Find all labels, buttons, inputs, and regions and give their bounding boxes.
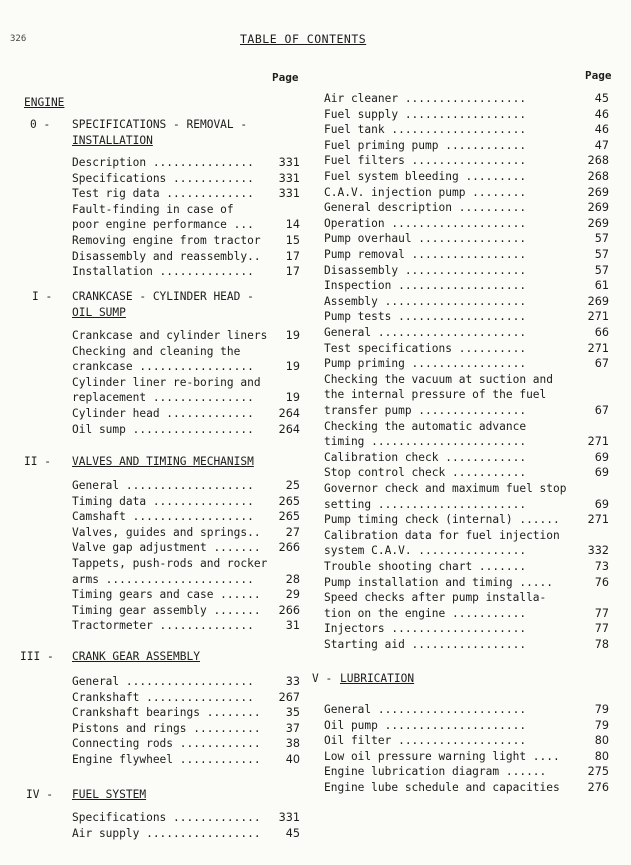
toc-entry-page: 46 bbox=[594, 123, 609, 137]
toc-entry-label: Timing gear assembly ....... bbox=[72, 603, 261, 617]
toc-entry bbox=[72, 618, 300, 634]
toc-entry-page: 66 bbox=[594, 326, 609, 339]
toc-entry bbox=[72, 406, 300, 422]
toc-entry bbox=[72, 264, 300, 280]
toc-entry bbox=[324, 590, 609, 606]
toc-entry-label: Cylinder liner re-boring and bbox=[72, 375, 261, 389]
toc-entry-page: 14 bbox=[285, 218, 300, 232]
toc-entry bbox=[72, 690, 300, 706]
toc-entry bbox=[324, 356, 609, 372]
toc-entry-label: Operation .................... bbox=[324, 216, 527, 230]
toc-entry-label: system C.A.V. ................ bbox=[324, 544, 527, 558]
section-number: V - bbox=[312, 672, 333, 685]
toc-entry-page: 57 bbox=[594, 248, 609, 261]
toc-entry bbox=[324, 543, 609, 559]
toc-entry-page: 77 bbox=[594, 622, 609, 636]
toc-entry-label: Specifications ............ bbox=[72, 171, 254, 185]
toc-entry-label: Injectors .................... bbox=[324, 622, 527, 636]
toc-entry bbox=[324, 497, 609, 513]
toc-entry-page: 78 bbox=[594, 638, 609, 651]
toc-entry-label: Fuel system bleeding ......... bbox=[324, 170, 527, 183]
toc-entry bbox=[72, 249, 300, 265]
toc-entry bbox=[324, 450, 609, 466]
toc-entry-page: 80 bbox=[594, 734, 609, 748]
toc-entry-page: 331 bbox=[278, 187, 300, 201]
toc-entry bbox=[324, 294, 609, 310]
toc-entry-page: 19 bbox=[285, 391, 300, 405]
toc-entry-page: 266 bbox=[278, 603, 300, 617]
toc-entry-page: 79 bbox=[594, 718, 609, 732]
toc-entry-label: Engine lubrication diagram ...... bbox=[324, 765, 547, 779]
toc-entry bbox=[324, 341, 609, 357]
section-title: CRANK GEAR ASSEMBLY bbox=[72, 650, 200, 663]
toc-entry-page: 268 bbox=[587, 154, 609, 168]
toc-entry-page: 19 bbox=[285, 360, 300, 374]
toc-entry-page: 276 bbox=[587, 781, 609, 794]
toc-entry-page: 61 bbox=[594, 279, 609, 293]
toc-entry-page: 331 bbox=[278, 171, 300, 185]
toc-entry bbox=[72, 171, 300, 187]
toc-entry bbox=[72, 202, 300, 218]
toc-entry-label: arms ...................... bbox=[72, 572, 254, 586]
toc-entry-page: 267 bbox=[278, 690, 300, 704]
toc-entry-page: 35 bbox=[285, 706, 300, 720]
toc-entry-label: Pump removal ................. bbox=[324, 248, 527, 261]
toc-entry-page: 77 bbox=[594, 606, 609, 620]
toc-entry-label: Fuel supply .................. bbox=[324, 107, 527, 121]
toc-entry-page: 265 bbox=[278, 494, 300, 508]
toc-entry-page: 27 bbox=[285, 525, 300, 539]
toc-entry-page: 25 bbox=[285, 479, 300, 492]
toc-entry-label: C.A.V. injection pump ........ bbox=[324, 185, 527, 199]
toc-entry-label: the internal pressure of the fuel bbox=[324, 388, 547, 402]
toc-entry bbox=[72, 155, 300, 171]
toc-entry bbox=[72, 525, 300, 541]
toc-entry bbox=[324, 733, 609, 749]
toc-entry bbox=[324, 419, 609, 435]
toc-entry-page: 45 bbox=[594, 92, 609, 105]
toc-entry-label: Engine flywheel ............ bbox=[72, 753, 261, 766]
toc-entry bbox=[324, 387, 609, 403]
toc-entry bbox=[324, 702, 609, 718]
section-title: INSTALLATION bbox=[72, 133, 153, 147]
toc-entry-page: 29 bbox=[285, 588, 300, 602]
section-title: VALVES AND TIMING MECHANISM bbox=[72, 455, 254, 468]
toc-entry bbox=[72, 390, 300, 406]
toc-entry-label: General description .......... bbox=[324, 201, 527, 215]
toc-entry-page: 67 bbox=[594, 404, 609, 417]
section-number: IV - bbox=[26, 788, 53, 801]
toc-entry-label: Specifications ............. bbox=[72, 811, 261, 824]
toc-entry-page: 265 bbox=[278, 510, 300, 524]
toc-entry-page: 46 bbox=[594, 107, 609, 121]
toc-entry bbox=[72, 674, 300, 690]
toc-entry bbox=[324, 278, 609, 294]
toc-entry-label: Description ............... bbox=[72, 156, 254, 169]
toc-entry-page: 264 bbox=[278, 407, 300, 420]
toc-entry bbox=[324, 575, 609, 591]
toc-entry bbox=[324, 372, 609, 388]
toc-entry bbox=[324, 512, 609, 528]
toc-entry-page: 17 bbox=[285, 249, 300, 263]
toc-entry bbox=[324, 780, 609, 796]
toc-entry-label: Low oil pressure warning light .... bbox=[324, 749, 560, 763]
toc-entry bbox=[72, 478, 300, 494]
toc-entry-label: Inspection ................... bbox=[324, 279, 527, 293]
toc-entry-label: Test rig data ............. bbox=[72, 187, 254, 201]
toc-entry bbox=[72, 359, 300, 375]
toc-entry-page: 331 bbox=[278, 811, 300, 824]
toc-entry bbox=[324, 107, 609, 123]
toc-entry-label: Valve gap adjustment ....... bbox=[72, 541, 261, 555]
page-column-header-right: Page bbox=[585, 69, 612, 82]
toc-entry-page: 266 bbox=[278, 541, 300, 555]
toc-entry-page: 33 bbox=[285, 675, 300, 688]
toc-entry bbox=[324, 559, 609, 575]
toc-entry-label: Tractormeter .............. bbox=[72, 619, 254, 633]
section-title: FUEL SYSTEM bbox=[72, 788, 147, 801]
toc-entry-label: Disassembly .................. bbox=[324, 263, 527, 277]
toc-entry-label: Connecting rods ............ bbox=[72, 737, 261, 751]
toc-entry bbox=[324, 185, 609, 201]
toc-entry-page: 19 bbox=[285, 329, 300, 342]
toc-entry-page: 271 bbox=[587, 341, 609, 355]
toc-entry-label: Crankshaft bearings ........ bbox=[72, 706, 261, 720]
toc-entry-label: Crankshaft ................ bbox=[72, 690, 254, 704]
toc-entry bbox=[324, 718, 609, 734]
toc-entry-label: Crankcase and cylinder liners bbox=[72, 329, 268, 342]
toc-entry-label: crankcase ................. bbox=[72, 360, 254, 374]
toc-entry-label: Fuel tank .................... bbox=[324, 123, 527, 137]
toc-entry-page: 67 bbox=[594, 357, 609, 371]
section-number: II - bbox=[24, 455, 51, 468]
toc-entry-label: Checking and cleaning the bbox=[72, 344, 241, 358]
toc-entry-label: Timing data ............... bbox=[72, 494, 254, 508]
toc-entry-label: Fault-finding in case of bbox=[72, 202, 234, 216]
toc-entry bbox=[324, 122, 609, 138]
toc-entry-label: Stop control check ........... bbox=[324, 466, 527, 480]
toc-entry-label: Fuel priming pump ............ bbox=[324, 138, 527, 152]
section-title: OIL SUMP bbox=[72, 305, 126, 319]
toc-entry-page: 80 bbox=[594, 749, 609, 763]
toc-entry bbox=[324, 749, 609, 765]
toc-entry bbox=[72, 217, 300, 233]
toc-entry bbox=[72, 826, 300, 842]
toc-entry bbox=[324, 216, 609, 232]
toc-entry-label: Fuel filters ................. bbox=[324, 154, 527, 168]
toc-entry-label: Speed checks after pump installa- bbox=[324, 591, 547, 605]
toc-entry-page: 76 bbox=[594, 575, 609, 589]
toc-entry-page: 47 bbox=[594, 138, 609, 152]
toc-entry bbox=[324, 153, 609, 169]
toc-entry bbox=[72, 233, 300, 249]
toc-entry-label: Oil pump ..................... bbox=[324, 718, 527, 732]
toc-entry bbox=[324, 200, 609, 216]
toc-entry-label: Checking the automatic advance bbox=[324, 419, 527, 433]
toc-entry bbox=[72, 572, 300, 588]
toc-entry-page: 37 bbox=[285, 721, 300, 735]
toc-entry-label: Governor check and maximum fuel stop bbox=[324, 482, 567, 495]
toc-entry-page: 38 bbox=[285, 737, 300, 751]
toc-entry-page: 268 bbox=[587, 170, 609, 183]
toc-entry-page: 271 bbox=[587, 310, 609, 324]
toc-entry bbox=[324, 764, 609, 780]
toc-entry-page: 69 bbox=[594, 466, 609, 480]
toc-entry-page: 40 bbox=[285, 753, 300, 766]
toc-entry bbox=[72, 540, 300, 556]
toc-entry-label: Calibration data for fuel injection bbox=[324, 528, 560, 542]
toc-entry-page: 332 bbox=[587, 544, 609, 558]
toc-entry-label: Pump priming ................. bbox=[324, 357, 527, 371]
toc-entry-label: General ...................... bbox=[324, 326, 527, 339]
toc-entry bbox=[72, 328, 300, 344]
toc-entry-label: Oil filter ................... bbox=[324, 734, 527, 748]
toc-entry-label: Pump timing check (internal) ...... bbox=[324, 513, 560, 527]
toc-entry bbox=[324, 231, 609, 247]
toc-entry bbox=[72, 186, 300, 202]
toc-entry bbox=[72, 721, 300, 737]
toc-entry-page: 331 bbox=[278, 156, 300, 169]
toc-entry-label: Pump tests ................... bbox=[324, 310, 527, 324]
section-number: I - bbox=[32, 290, 53, 303]
toc-entry-label: Air cleaner .................. bbox=[324, 92, 527, 105]
toc-entry-label: Disassembly and reassembly.. bbox=[72, 249, 261, 263]
toc-entry-page: 271 bbox=[587, 435, 609, 449]
toc-entry-label: General ...................... bbox=[324, 703, 527, 716]
toc-entry-page: 269 bbox=[587, 185, 609, 199]
toc-entry bbox=[72, 705, 300, 721]
toc-entry bbox=[324, 325, 609, 341]
toc-entry bbox=[72, 375, 300, 391]
toc-entry-label: Engine lube schedule and capacities bbox=[324, 781, 560, 794]
toc-entry-label: Trouble shooting chart ....... bbox=[324, 560, 527, 573]
toc-entry-page: 17 bbox=[285, 265, 300, 279]
toc-entry-label: poor engine performance ... bbox=[72, 218, 254, 232]
toc-entry bbox=[72, 752, 300, 768]
toc-entry bbox=[72, 810, 300, 826]
toc-entry-label: General ................... bbox=[72, 479, 254, 492]
toc-entry-label: Calibration check ............ bbox=[324, 450, 527, 464]
toc-entry-label: Starting aid ................. bbox=[324, 638, 527, 651]
toc-entry-label: replacement ............... bbox=[72, 391, 254, 405]
toc-entry-label: transfer pump ................ bbox=[324, 404, 527, 417]
toc-entry-label: General ................... bbox=[72, 675, 254, 688]
section-title: CRANKCASE - CYLINDER HEAD - bbox=[72, 290, 254, 303]
toc-entry bbox=[324, 481, 609, 497]
toc-entry-page: 264 bbox=[278, 422, 300, 436]
toc-entry-page: 69 bbox=[594, 497, 609, 511]
section-number: III - bbox=[20, 650, 54, 663]
toc-entry-label: timing ....................... bbox=[324, 435, 527, 449]
section-title: LUBRICATION bbox=[340, 672, 415, 685]
toc-entry-page: 15 bbox=[285, 234, 300, 247]
toc-entry bbox=[72, 587, 300, 603]
toc-entry bbox=[324, 169, 609, 185]
toc-entry bbox=[72, 509, 300, 525]
toc-entry bbox=[324, 263, 609, 279]
toc-entry-label: Test specifications .......... bbox=[324, 341, 527, 355]
toc-entry bbox=[72, 603, 300, 619]
toc-entry-page: 28 bbox=[285, 572, 300, 586]
toc-entry bbox=[72, 494, 300, 510]
toc-entry-label: tion on the engine ........... bbox=[324, 606, 527, 620]
toc-entry-label: Pump overhaul ................ bbox=[324, 232, 527, 246]
toc-entry-page: 69 bbox=[594, 450, 609, 464]
toc-entry bbox=[324, 309, 609, 325]
toc-entry-label: Camshaft .................. bbox=[72, 510, 254, 524]
toc-entry bbox=[324, 403, 609, 419]
toc-entry-page: 45 bbox=[285, 826, 300, 840]
page-number: 326 bbox=[10, 34, 27, 44]
toc-entry-label: Timing gears and case ...... bbox=[72, 588, 261, 602]
toc-entry bbox=[324, 528, 609, 544]
page-column-header-left: Page bbox=[272, 71, 299, 84]
toc-entry bbox=[72, 344, 300, 360]
toc-entry-label: Assembly ..................... bbox=[324, 294, 527, 308]
toc-entry bbox=[324, 621, 609, 637]
toc-entry bbox=[72, 736, 300, 752]
section-number: 0 - bbox=[30, 118, 51, 131]
toc-entry-label: Pump installation and timing ..... bbox=[324, 575, 554, 589]
toc-entry bbox=[72, 422, 300, 438]
toc-entry bbox=[72, 556, 300, 572]
toc-entry-label: Valves, guides and springs.. bbox=[72, 525, 261, 539]
toc-entry-page: 269 bbox=[587, 216, 609, 230]
toc-entry-page: 57 bbox=[594, 263, 609, 277]
toc-entry bbox=[324, 91, 609, 107]
toc-entry bbox=[324, 434, 609, 450]
toc-entry bbox=[324, 465, 609, 481]
toc-entry-label: Installation .............. bbox=[72, 265, 254, 279]
toc-entry-label: setting ...................... bbox=[324, 497, 527, 511]
toc-entry-page: 275 bbox=[587, 765, 609, 779]
toc-entry-page: 79 bbox=[594, 703, 609, 716]
engine-heading: ENGINE bbox=[24, 96, 65, 109]
toc-entry-label: Cylinder head ............. bbox=[72, 407, 254, 420]
toc-entry-page: 271 bbox=[587, 513, 609, 527]
section-title: SPECIFICATIONS - REMOVAL - bbox=[72, 118, 248, 131]
toc-entry-page: 269 bbox=[587, 201, 609, 215]
toc-entry-page: 31 bbox=[285, 619, 300, 633]
toc-entry bbox=[324, 637, 609, 653]
toc-entry-label: Oil sump .................. bbox=[72, 422, 254, 436]
toc-entry-label: Air supply ................. bbox=[72, 826, 261, 840]
toc-entry-page: 57 bbox=[594, 232, 609, 246]
toc-entry-label: Removing engine from tractor bbox=[72, 234, 261, 247]
toc-entry-label: Tappets, push-rods and rocker bbox=[72, 557, 268, 570]
toc-entry-page: 269 bbox=[587, 294, 609, 308]
toc-entry bbox=[324, 606, 609, 622]
toc-entry-label: Pistons and rings .......... bbox=[72, 721, 261, 735]
toc-entry-label: Checking the vacuum at suction and bbox=[324, 372, 554, 386]
toc-entry bbox=[324, 138, 609, 154]
toc-entry bbox=[324, 247, 609, 263]
toc-entry-page: 73 bbox=[594, 560, 609, 573]
page-title: TABLE OF CONTENTS bbox=[240, 32, 367, 46]
